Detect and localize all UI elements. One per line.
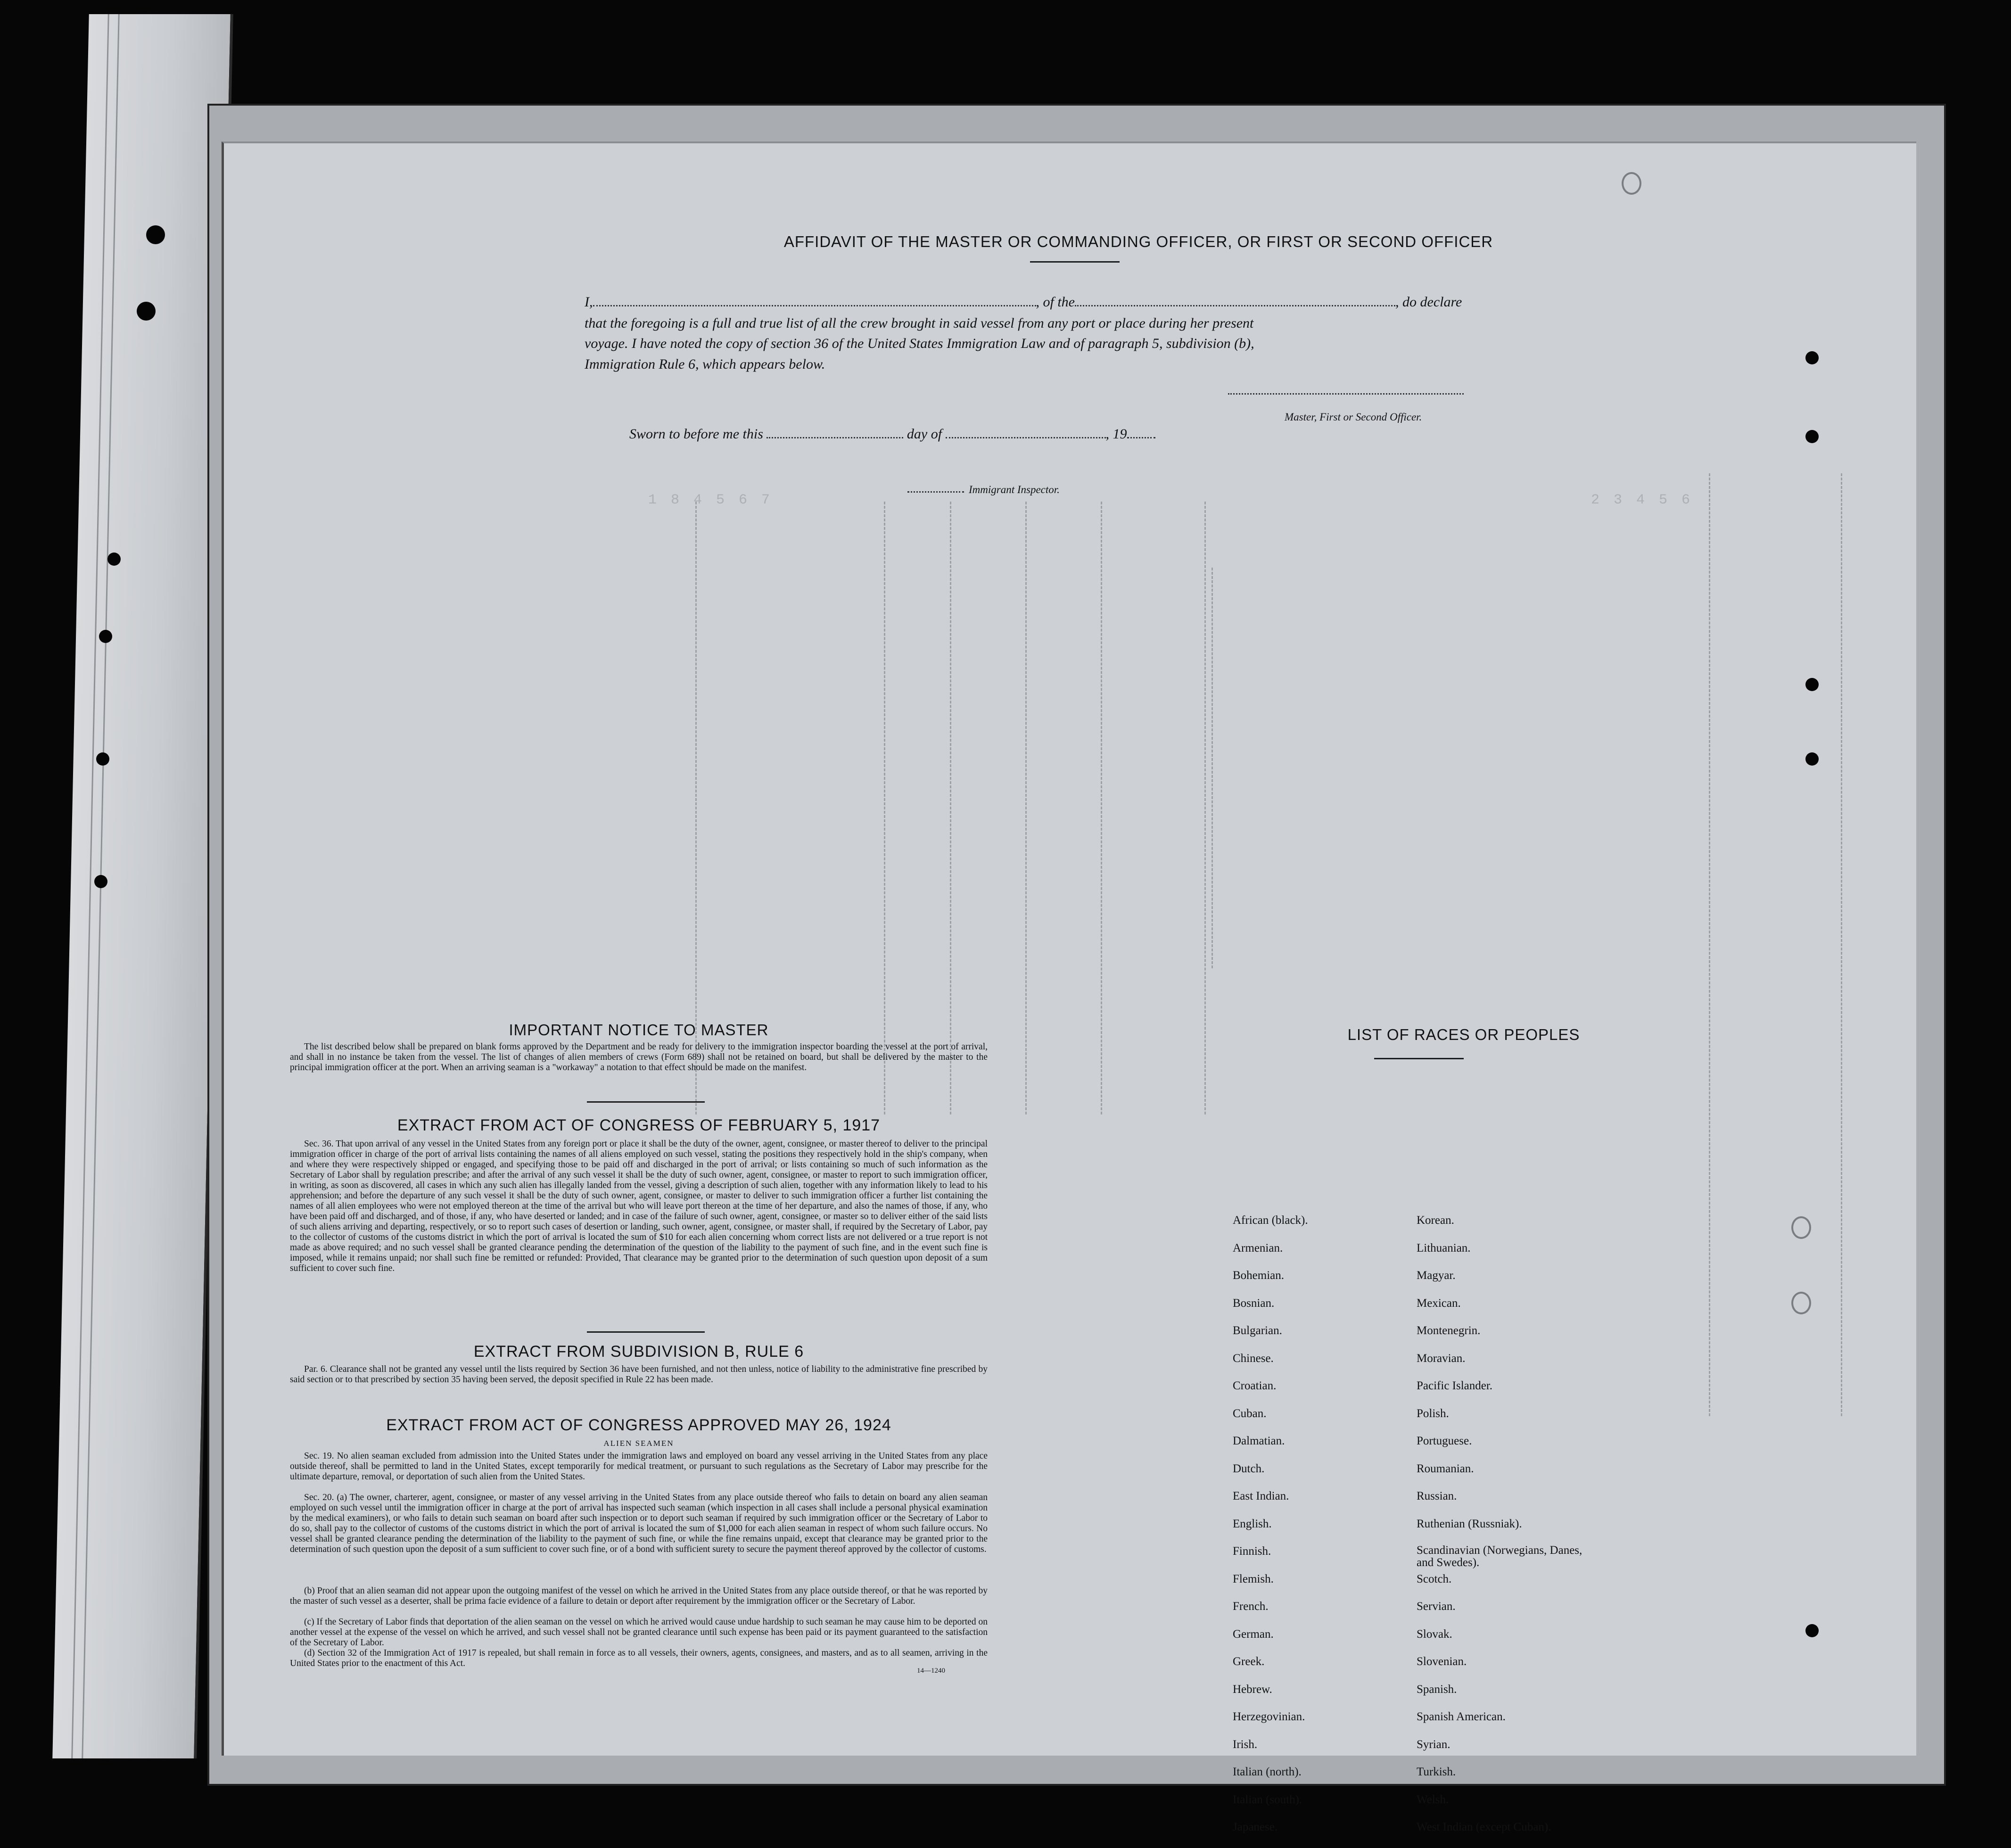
bleed-through-rule xyxy=(1212,568,1213,968)
name-blank[interactable] xyxy=(593,305,1036,306)
extract-rule6-text: Par. 6. Clearance shall not be granted any vessel until the lists required by Section 36 have been furnished, and not then unless, notice of liability to the administrative fine prescribed by said section or to that prescribed by section 35 having been served, the deposit specified in Rule 22 has been made. xyxy=(290,1364,988,1385)
race-item: Korean. xyxy=(1417,1214,1454,1227)
bleed-through-text: 2 3 4 5 6 xyxy=(1591,492,1693,508)
race-item: East Indian. xyxy=(1233,1490,1289,1502)
binder-hole xyxy=(107,553,121,566)
race-item: Servian. xyxy=(1417,1600,1456,1613)
race-item: West Indian (except Cuban). xyxy=(1417,1821,1551,1833)
binder-hole xyxy=(1805,678,1819,691)
affidavit-i: I, xyxy=(585,294,593,310)
binder-hole xyxy=(1805,351,1819,364)
affidavit-line-3: voyage. I have noted the copy of section 36 of the United States Immigration Law and of paragraph 5, subdivision (b), xyxy=(585,336,1254,351)
race-item: Finnish. xyxy=(1233,1545,1271,1558)
binder-hole xyxy=(99,630,112,643)
race-item: Bosnian. xyxy=(1233,1296,1275,1310)
bleed-through-rule xyxy=(1204,502,1206,1114)
binder-hole xyxy=(1805,752,1819,766)
notice-title: IMPORTANT NOTICE TO MASTER xyxy=(509,1021,769,1039)
race-item: Croatian. xyxy=(1233,1379,1277,1392)
binder-ring xyxy=(1791,1216,1811,1239)
inspector-caption: Immigrant Inspector. xyxy=(969,484,1060,495)
notice-text: The list described below shall be prepared on blank forms approved by the Department and be ready for delivery to the immigration inspector boarding the vessel at the port of arrival, and shall in no instance be taken from the vessel. The list of changes of alien members of crews (Form 689) shall not be retained on board, but shall be delivered by the master to the principal immigration officer at the port. When an arriving seaman is a "workaway" a notation to that effect should be made on the manifest. xyxy=(290,1042,988,1072)
day-of-text: day of xyxy=(907,426,942,442)
binder-hole xyxy=(96,752,109,766)
affidavit-title: AFFIDAVIT OF THE MASTER OR COMMANDING OFFICER, OR FIRST OR SECOND OFFICER xyxy=(783,233,1493,250)
race-item: Pacific Islander. xyxy=(1417,1379,1493,1392)
bleed-through-rule xyxy=(1709,473,1710,1416)
race-item: Scotch. xyxy=(1417,1572,1452,1585)
month-blank[interactable] xyxy=(946,437,1106,438)
vessel-blank[interactable] xyxy=(1075,305,1395,306)
bleed-through-rule xyxy=(1025,502,1027,1114)
race-item: Slovenian. xyxy=(1417,1655,1467,1668)
race-item: Chinese. xyxy=(1233,1352,1274,1365)
year-blank[interactable] xyxy=(1127,437,1155,438)
race-item: Flemish. xyxy=(1233,1572,1274,1585)
races-title: LIST OF RACES OR PEOPLES xyxy=(1347,1026,1580,1043)
race-item: English. xyxy=(1233,1517,1272,1530)
race-item: Polish. xyxy=(1417,1407,1449,1420)
bleed-through-text: 1 8 4 5 6 7 xyxy=(648,492,773,508)
race-item: Scandinavian (Norwegians, Danes, and Swedes). xyxy=(1417,1544,1582,1569)
race-item: Hebrew. xyxy=(1233,1683,1272,1696)
day-blank[interactable] xyxy=(766,437,903,438)
sec-20d-text: (d) Section 32 of the Immigration Act of 1917 is repealed, but shall remain in force as to all vessels, their owners, agents, consignees, and masters, and as to all seamen, arriving in the United States prior to the enactment of this Act. xyxy=(290,1648,988,1668)
affidavit-line-1 xyxy=(585,294,1462,310)
races-left-column xyxy=(1233,1213,1308,1848)
binder-hole xyxy=(137,302,156,321)
race-item: Armenian. xyxy=(1233,1241,1283,1254)
race-item: Spanish. xyxy=(1417,1683,1457,1696)
race-item: Welsh. xyxy=(1417,1793,1449,1806)
sec-19-text: Sec. 19. No alien seaman excluded from admission into the United States under the immigration laws and employed on board any vessel arriving in the United States from any place outside thereof, shall be permitted to land in the United States, except temporarily for medical treatment, or pursuant to such regulations as the Secretary of Labor may prescribe for the ultimate departure, removal, or deportation of such alien from the United States. xyxy=(290,1451,988,1482)
binder-strip xyxy=(52,14,233,1758)
race-item: Herzegovinian. xyxy=(1233,1710,1305,1723)
race-item: French. xyxy=(1233,1600,1269,1613)
affidavit-line-4: Immigration Rule 6, which appears below. xyxy=(585,356,825,372)
race-item: Irish. xyxy=(1233,1738,1258,1751)
signature-caption: Master, First or Second Officer. xyxy=(1285,411,1422,423)
extract-1917-title: EXTRACT FROM ACT OF CONGRESS OF FEBRUARY 5, 1917 xyxy=(397,1116,881,1134)
race-item: Syrian. xyxy=(1417,1738,1451,1751)
title-rule xyxy=(1030,261,1120,263)
race-item: Cuban. xyxy=(1233,1407,1267,1420)
signature-blank[interactable] xyxy=(1228,393,1464,395)
races-title-rule xyxy=(1374,1058,1464,1059)
bleed-through-rule xyxy=(1841,473,1842,1416)
race-item: Bulgarian. xyxy=(1233,1324,1282,1337)
extract-1917-text: Sec. 36. That upon arrival of any vessel in the United States from any foreign port or place it shall be the duty of the owner, agent, consignee, or master thereof to deliver to the principal immigration officer in charge of the port of arrival lists containing the names of all aliens employed on such vessel, stating the positions they respectively hold in the ship's company, when and where they were respectively shipped or engaged, and specifying those to be paid off and discharged in the port of arrival; or lists containing so much of such information as the Secretary of Labor shall by regulation prescribe; and after the arrival of any such vessel it shall be the duty of such owner, agent, consignee, or master to report to such immigration officer, in writing, as soon as discovered, all cases in which any such alien has illegally landed from the vessel, giving a description of such alien, together with any information likely to lead to his apprehension; and before the departure of any such vessel it shall be the duty of such owner, agent, consignee, or master to deliver to such immigration officer a further list containing the names of all alien employees who were not employed thereon at the time of the arrival but who will leave port thereon at the time of her departure, and also the names of those, if any, who have been paid off and discharged, and of those, if any, who have deserted or landed; and in case of the failure of such owner, agent, consignee, or master so to deliver either of the said lists of such aliens arriving and departing, respectively, or so to report such cases of desertion or landing, such owner, agent, consignee, or master shall, if required by the Secretary of Labor, pay to the collector of customs of the customs district in which the port of arrival is located the sum of $10 for each alien concerning whom correct lists are not delivered or a true report is not made as above required; and no such vessel shall be granted clearance pending the determination of the question of the liability to the payment of such fine, and in the event such fine is imposed, while it remains unpaid; nor shall such fine be remitted or refunded: Provided, That clearance may be granted prior to the determination of such question upon deposit of a sum sufficient to cover such fine. xyxy=(290,1139,988,1273)
inspector-blank[interactable] xyxy=(907,491,964,493)
race-item: Lithuanian. xyxy=(1417,1241,1471,1254)
race-item: Italian (north). xyxy=(1233,1766,1302,1778)
sec-20a-text: Sec. 20. (a) The owner, charterer, agent, consignee, or master of any vessel arriving in the United States from any place outside thereof who fails to detain on board any alien seaman employed on such vessel until the immigration officer in charge at the port of arrival has inspected such seaman (which inspection in all cases shall include a personal physical examination by the medical examiners), or who fails to detain such seaman on board after such inspection or to deport such seaman if required by such immigration officer or the Secretary of Labor to do so, shall pay to the collector of customs of the customs district in which the port of arrival is located the sum of $1,000 for each alien seaman in respect of whom such failure occurs. No vessel shall be granted clearance pending the determination of the liability to the payment of such fine, or while the fine remains unpaid, except that clearance may be granted prior to the determination of such question upon the deposit of a sum sufficient to cover such fine, or of a bond with sufficient surety to secure the payment thereof approved by the collector of customs. xyxy=(290,1493,988,1554)
race-item: Greek. xyxy=(1233,1655,1265,1668)
race-item: Slovak. xyxy=(1417,1627,1452,1641)
binder-hole xyxy=(94,875,107,888)
affidavit-declare: , do declare xyxy=(1395,294,1462,310)
sworn-line xyxy=(629,426,1155,442)
document-page xyxy=(222,141,1916,1833)
extract-1924-title: EXTRACT FROM ACT OF CONGRESS APPROVED MAY 26, 1924 xyxy=(386,1416,891,1434)
race-item: Portuguese. xyxy=(1417,1435,1472,1447)
bleed-through-rule xyxy=(1101,502,1102,1114)
binder-ring xyxy=(1791,1292,1811,1314)
section-rule xyxy=(587,1331,705,1333)
sworn-text: Sworn to before me this xyxy=(629,426,763,442)
form-number: 14—1240 xyxy=(917,1667,945,1675)
binder-ring xyxy=(1622,172,1641,195)
race-item: Montenegrin. xyxy=(1417,1324,1481,1337)
binder-hole xyxy=(1805,1624,1819,1637)
race-item: Bohemian. xyxy=(1233,1269,1285,1282)
race-item: Magyar. xyxy=(1417,1269,1456,1282)
race-item: Italian (south). xyxy=(1233,1793,1302,1806)
section-rule xyxy=(587,1101,705,1103)
race-item: Dalmatian. xyxy=(1233,1435,1285,1447)
race-item: Moravian. xyxy=(1417,1352,1466,1365)
extract-rule6-title: EXTRACT FROM SUBDIVISION B, RULE 6 xyxy=(473,1343,804,1361)
race-item: Mexican. xyxy=(1417,1296,1461,1310)
race-item: Russian. xyxy=(1417,1490,1457,1502)
race-item: Ruthenian (Russniak). xyxy=(1417,1517,1522,1530)
races-right-column xyxy=(1417,1213,1586,1848)
bleed-through-rule xyxy=(950,502,951,1114)
affidavit-line-2: that the foregoing is a full and true list of all the crew brought in said vessel from any port or place during her present xyxy=(585,315,1254,331)
year-text: , 19 xyxy=(1105,426,1127,442)
race-item: Turkish. xyxy=(1417,1766,1456,1778)
race-item: Japanese. xyxy=(1233,1821,1278,1833)
race-item: African (black). xyxy=(1233,1214,1308,1227)
affidavit-of-the: , of the xyxy=(1036,294,1075,310)
binder-hole xyxy=(146,225,165,244)
race-item: Spanish American. xyxy=(1417,1710,1506,1723)
race-item: German. xyxy=(1233,1627,1274,1641)
binder-hole xyxy=(1805,430,1819,443)
sec-20b-text: (b) Proof that an alien seaman did not appear upon the outgoing manifest of the vessel on which he arrived in the United States from any place outside thereof, or that he was reported by the master of such vessel as a deserter, shall be prima facie evidence of a failure to detain or deport after requirement by the immigration officer or the Secretary of Labor. xyxy=(290,1586,988,1606)
alien-seamen-subtitle: ALIEN SEAMEN xyxy=(603,1439,674,1448)
race-item: Dutch. xyxy=(1233,1462,1265,1475)
sec-20c-text: (c) If the Secretary of Labor finds that deportation of the alien seaman on the vessel on which he arrived would cause undue hardship to such seaman he may cause him to be deported on another vessel at the expense of the vessel on which he arrived, and such vessel shall not be granted clearance until such expense has been paid or its payment guaranteed to the satisfaction of the Secretary of Labor. xyxy=(290,1617,988,1648)
race-item: Roumanian. xyxy=(1417,1462,1474,1475)
